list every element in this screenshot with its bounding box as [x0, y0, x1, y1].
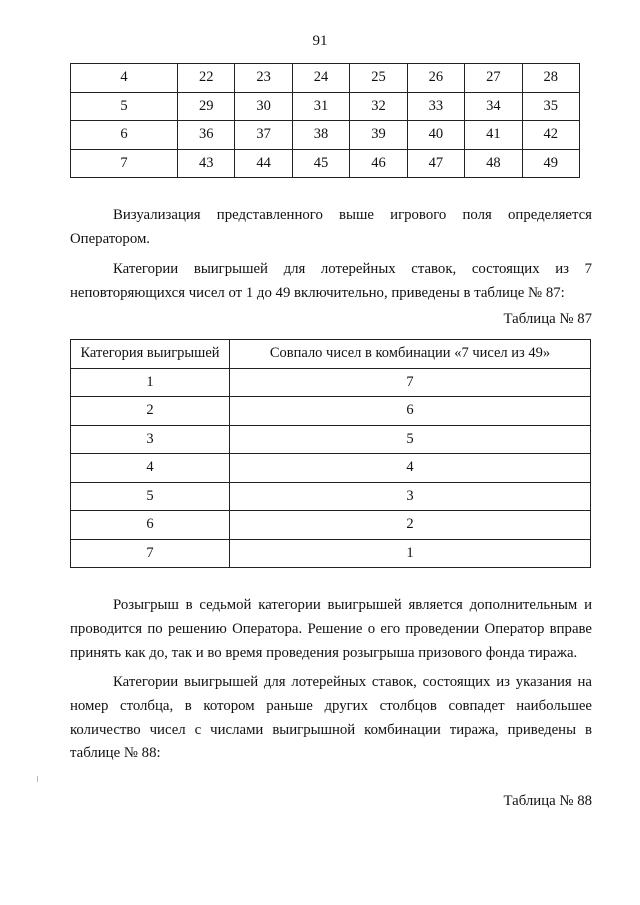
- table-cell: 48: [465, 149, 522, 178]
- table-cell: 6: [71, 511, 230, 540]
- column-header-matched: Совпало чисел в комбинации «7 чисел из 49»: [230, 340, 591, 369]
- table-cell: 23: [235, 64, 292, 93]
- table-cell: 28: [522, 64, 579, 93]
- table-row: [71, 454, 591, 483]
- table-cell: 7: [230, 368, 591, 397]
- table-cell: 6: [230, 397, 591, 426]
- table-row: [71, 425, 591, 454]
- table-88-caption: Таблица № 88: [503, 793, 592, 809]
- table-cell: 1: [230, 539, 591, 568]
- table-cell: 35: [522, 92, 579, 121]
- table-row: [71, 368, 591, 397]
- table-cell: 27: [465, 64, 522, 93]
- table-cell: 34: [465, 92, 522, 121]
- table-row: [71, 511, 591, 540]
- table-row: [71, 539, 591, 568]
- table-cell: 30: [235, 92, 292, 121]
- table-cell: 5: [71, 482, 230, 511]
- paragraph-categories-intro: Категории выигрышей для лотерейных ставок, состоящих из 7 неповторяющихся чисел от 1 до 49 включительно, приведены в таблице № 87:: [70, 261, 592, 301]
- table-cell: 31: [292, 92, 349, 121]
- column-header-category: Категория выигрышей: [71, 340, 230, 369]
- table-cell: 4: [230, 454, 591, 483]
- table-cell: 25: [350, 64, 407, 93]
- paragraph-column-bets: Категории выигрышей для лотерейных ставок, состоящих из указания на номер столбца, в котором раньше других столбцов совпадет наибольшее количество чисел с числами выигрышной комбинации тиража, приведены в таблице № 88:: [70, 674, 592, 762]
- table-cell: 40: [407, 121, 464, 150]
- table-cell: 26: [407, 64, 464, 93]
- table-cell: 7: [71, 149, 178, 178]
- paragraph-visualization: Визуализация представленного выше игрового поля определяется Оператором.: [70, 207, 592, 247]
- table-cell: 45: [292, 149, 349, 178]
- table-cell: 47: [407, 149, 464, 178]
- table-cell: 4: [71, 64, 178, 93]
- table-cell: 7: [71, 539, 230, 568]
- table-cell: 37: [235, 121, 292, 150]
- table-cell: 2: [230, 511, 591, 540]
- page-number: 91: [312, 33, 328, 49]
- prize-categories-table: [70, 339, 591, 568]
- table-cell: 6: [71, 121, 178, 150]
- table-cell: 43: [178, 149, 235, 178]
- table-row: [71, 149, 580, 178]
- table-cell: 39: [350, 121, 407, 150]
- table-cell: 5: [71, 92, 178, 121]
- table-cell: 2: [71, 397, 230, 426]
- table-row: [71, 121, 580, 150]
- game-field-table: [70, 63, 580, 178]
- table-row: [71, 92, 580, 121]
- table-cell: 3: [230, 482, 591, 511]
- table-cell: 42: [522, 121, 579, 150]
- table-cell: 3: [71, 425, 230, 454]
- table-cell: 46: [350, 149, 407, 178]
- table-cell: 22: [178, 64, 235, 93]
- table-row: [71, 482, 591, 511]
- table-cell: 29: [178, 92, 235, 121]
- table-87-caption: Таблица № 87: [503, 311, 592, 327]
- table-cell: 36: [178, 121, 235, 150]
- table-row: [71, 64, 580, 93]
- table-cell: 4: [71, 454, 230, 483]
- table-cell: 41: [465, 121, 522, 150]
- table-cell: 24: [292, 64, 349, 93]
- table-cell: 32: [350, 92, 407, 121]
- table-cell: 44: [235, 149, 292, 178]
- table-cell: 5: [230, 425, 591, 454]
- table-header-row: [71, 340, 591, 369]
- table-cell: 33: [407, 92, 464, 121]
- table-cell: 38: [292, 121, 349, 150]
- table-row: [71, 397, 591, 426]
- paragraph-seventh-category: Розыгрыш в седьмой категории выигрышей является дополнительным и проводится по решению Оператора. Решение о его проведении Оператор вправе принять как до, так и во время проведения розыгрыша призового фонда тиража.: [70, 597, 592, 661]
- scan-artifact: [37, 776, 38, 782]
- table-cell: 1: [71, 368, 230, 397]
- table-cell: 49: [522, 149, 579, 178]
